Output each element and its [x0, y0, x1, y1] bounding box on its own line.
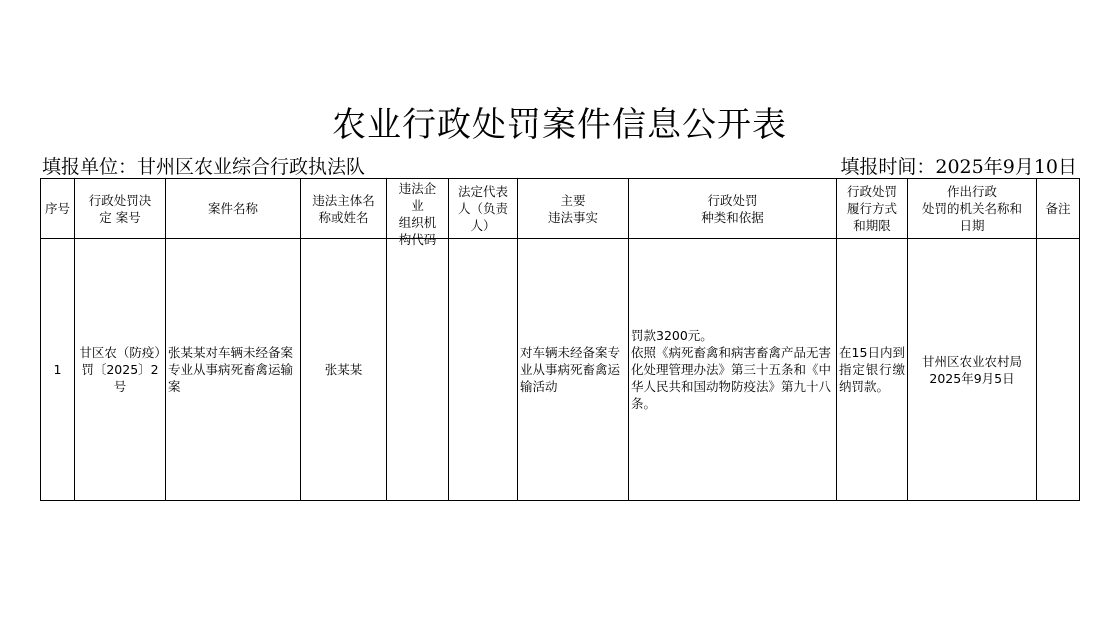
cell-decision-no: 甘区农（防疫）罚〔2025〕2号 — [75, 239, 166, 501]
reporting-time-label: 填报时间： — [840, 156, 936, 178]
cell-fulfillment: 在15日内到指定银行缴纳罚款。 — [837, 239, 908, 501]
header-legal-rep-text: 法定代表 人（负责 人） — [457, 184, 508, 233]
header-penalty-basis-text: 行政处罚 种类和依据 — [701, 192, 764, 225]
cell-serial-no: 1 — [41, 239, 75, 501]
header-authority-date — [908, 179, 1037, 239]
cell-org-code — [387, 239, 449, 501]
penalty-info-table — [40, 178, 1080, 501]
cell-case-name: 张某某对车辆未经备案专业从事病死畜禽运输案 — [166, 239, 301, 501]
cell-remark — [1037, 239, 1080, 501]
reporting-time-value: 2025年9月10日 — [935, 156, 1077, 178]
header-serial-no — [41, 179, 75, 239]
header-fulfillment-text: 行政处罚 履行方式 和期限 — [846, 184, 897, 233]
cell-legal-rep — [449, 239, 518, 501]
header-case-name-text: 案件名称 — [207, 201, 258, 216]
header-org-code-text: 违法企 业 组织机 构代码 — [398, 181, 437, 247]
reporting-unit-value: 甘州区农业综合行政执法队 — [137, 156, 366, 178]
header-remark — [1037, 179, 1080, 239]
header-authority-date-text: 作出行政 处罚的机关名称和 日期 — [921, 184, 1022, 233]
cell-main-facts: 对车辆未经备案专业从事病死畜禽运输活动 — [518, 239, 629, 501]
header-legal-rep — [449, 179, 518, 239]
reporting-unit — [42, 155, 365, 179]
table-row — [41, 239, 1080, 501]
header-penalty-basis — [629, 179, 837, 239]
reporting-time — [840, 155, 1077, 179]
header-party-name — [301, 179, 387, 239]
reporting-unit-label: 填报单位： — [42, 156, 138, 178]
cell-penalty-basis: 罚款3200元。 依照《病死畜禽和病害畜禽产品无害化处理管理办法》第三十五条和《中华人民共和国动物防疫法》第九十八条。 — [629, 239, 837, 501]
header-main-facts — [518, 179, 629, 239]
header-party-name-text: 违法主体名 称或姓名 — [312, 192, 375, 225]
header-fulfillment — [837, 179, 908, 239]
cell-authority-date: 甘州区农业农村局 2025年9月5日 — [908, 239, 1037, 501]
cell-party-name: 张某某 — [301, 239, 387, 501]
header-org-code — [387, 179, 449, 247]
header-serial-no-text: 序号 — [44, 201, 70, 216]
header-case-name — [166, 179, 301, 239]
header-decision-no — [75, 179, 166, 239]
header-remark-text: 备注 — [1045, 201, 1071, 216]
table-header-row — [41, 179, 1080, 239]
page-title: 农业行政处罚案件信息公开表 — [332, 105, 787, 145]
header-main-facts-text: 主要 违法事实 — [547, 192, 598, 225]
header-decision-no-text: 行政处罚决 定 案号 — [88, 192, 152, 225]
